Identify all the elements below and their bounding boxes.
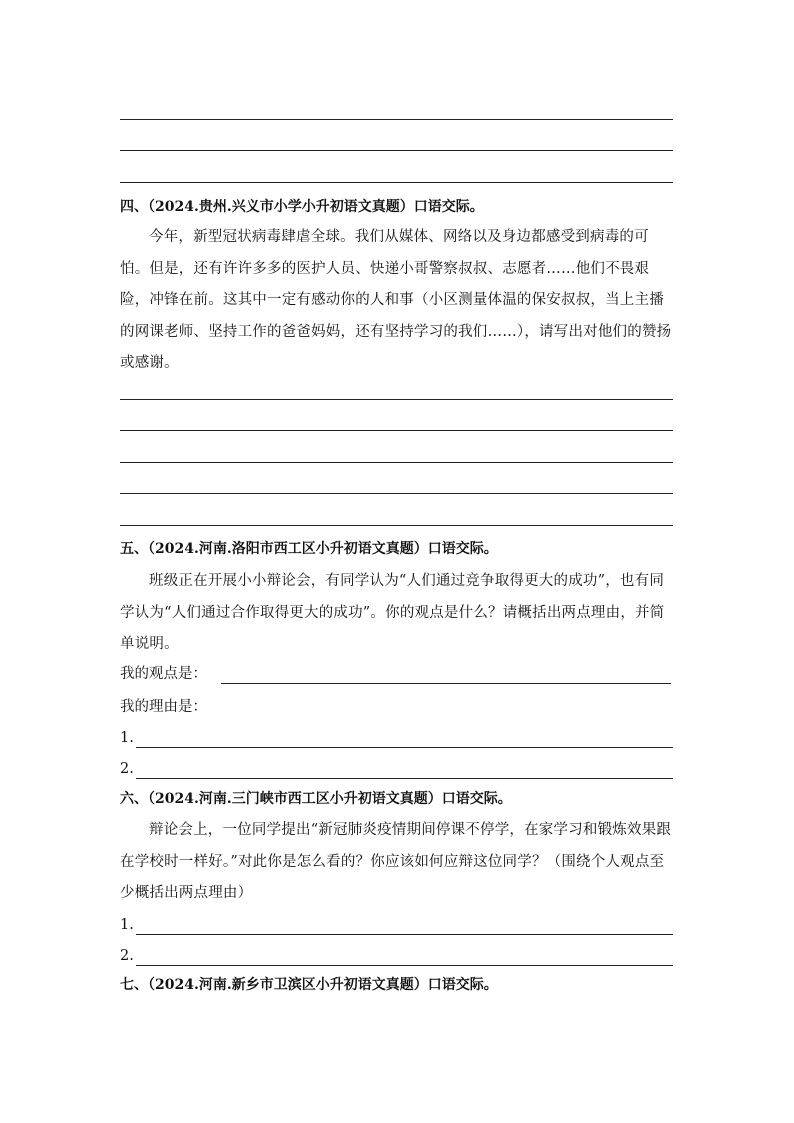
reason-answer-line[interactable] (136, 764, 673, 779)
answer-line[interactable] (120, 462, 673, 463)
section4-heading: 四、（2024.贵州.兴义市小学小升初语文真题）口语交际。 (120, 199, 484, 215)
section5-prompt: 班级正在开展小小辩论会，有同学认为“人们通过竞争取得更大的成功”，也有同学认为“人们通过合作取得更大的成功”。你的观点是什么？请概括出两点理由，并简单说明。 (120, 573, 665, 652)
item-number: 2. (120, 761, 134, 777)
answer-row-2 (120, 946, 673, 966)
answer-line[interactable] (120, 182, 673, 183)
reason-answer-line[interactable] (136, 733, 673, 748)
item-number: 2. (120, 948, 134, 964)
reason-label: 我的理由是： (120, 699, 207, 715)
answer-line[interactable] (120, 493, 673, 494)
opinion-row (120, 664, 671, 684)
answer-line[interactable] (120, 525, 673, 526)
reason-row-1 (120, 728, 673, 748)
section6-heading: 六、（2024.河南.三门峡市西工区小升初语文真题）口语交际。 (120, 791, 512, 807)
answer-line[interactable] (120, 399, 673, 400)
answer-line[interactable] (120, 430, 673, 431)
opinion-answer-line[interactable] (221, 669, 671, 684)
answer-row-1 (120, 915, 673, 935)
section4-prompt: 今年，新型冠状病毒肆虐全球。我们从媒体、网络以及身边都感受到病毒的可怕。但是，还有许许多多的医护人员、快递小哥警察叔叔、志愿者……他们不畏艰险，冲锋在前。这其中一定有感动你的人和事（小区测量体温的保安叔叔，当上主播的网课老师、坚持工作的爸爸妈妈，还有坚持学习的我们……），请写出对他们的赞扬或感谢。 (120, 229, 672, 371)
opinion-label: 我的观点是： (120, 666, 207, 682)
section6-prompt: 辩论会上，一位同学提出“新冠肺炎疫情期间停课不停学，在家学习和锻炼效果跟在学校时一样好。”对此你是怎么看的？你应该如何应辩这位同学？（围绕个人观点至少概括出两点理由） (120, 822, 672, 901)
answer-line[interactable] (120, 150, 673, 151)
section7-heading: 七、（2024.河南.新乡市卫滨区小升初语文真题）口语交际。 (120, 977, 498, 993)
answer-line[interactable] (120, 119, 673, 120)
section5-heading: 五、（2024.河南.洛阳市西工区小升初语文真题）口语交际。 (120, 541, 498, 557)
item-number: 1. (120, 730, 134, 746)
answer-line[interactable] (136, 920, 673, 935)
answer-line[interactable] (136, 951, 673, 966)
item-number: 1. (120, 917, 134, 933)
reason-row-2 (120, 759, 673, 779)
